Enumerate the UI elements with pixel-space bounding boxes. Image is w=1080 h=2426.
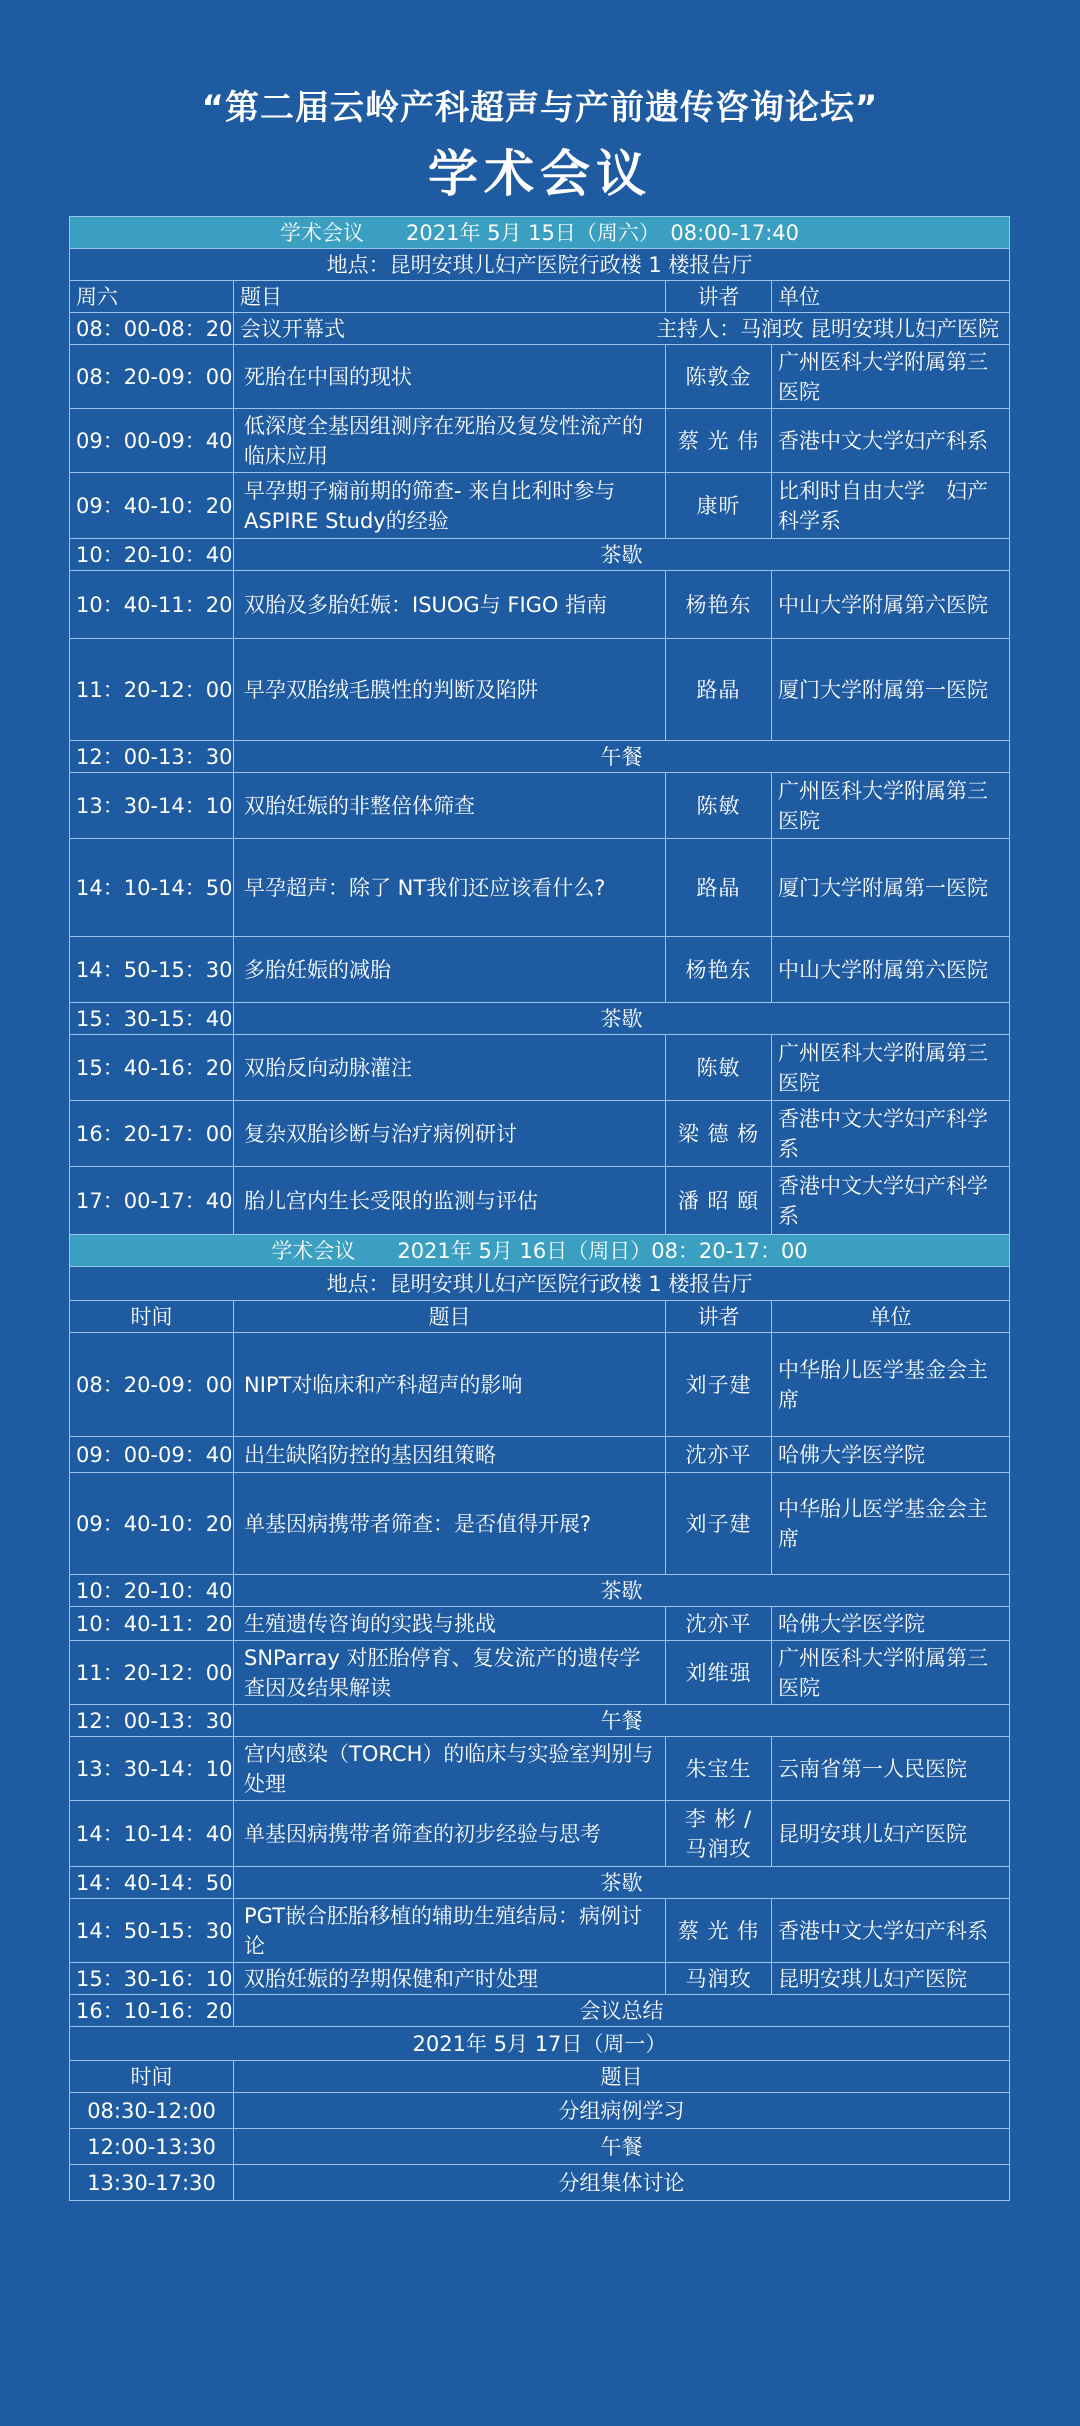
session-time: 14：50-15：30 <box>70 1899 234 1963</box>
session-unit: 中山大学附属第六医院 <box>772 571 1010 639</box>
day2-banner-row <box>70 1235 1010 1267</box>
session-unit: 中山大学附属第六医院 <box>772 937 1010 1003</box>
break-label: 茶歇 <box>234 1575 1010 1607</box>
session-topic: 双胎妊娠的非整倍体筛查 <box>234 773 666 839</box>
session-speaker: 沈亦平 <box>666 1437 772 1473</box>
col-unit: 单位 <box>772 1301 1010 1333</box>
session-row <box>70 1167 1010 1235</box>
break-time: 10：20-10：40 <box>70 1575 234 1607</box>
session-unit: 昆明安琪儿妇产医院 <box>772 1801 1010 1867</box>
session-topic: 早孕超声：除了 NT我们还应该看什么? <box>234 839 666 937</box>
col-topic: 题目 <box>234 281 666 313</box>
col-day: 周六 <box>70 281 234 313</box>
break-row <box>70 1705 1010 1737</box>
opening-row <box>70 313 1010 345</box>
session-time: 08:30-12:00 <box>70 2093 234 2129</box>
day3-row <box>70 2129 1010 2165</box>
session-row <box>70 1035 1010 1101</box>
session-row <box>70 1801 1010 1867</box>
session-speaker: 杨艳东 <box>666 571 772 639</box>
session-time: 13：30-14：10 <box>70 773 234 839</box>
session-topic: 复杂双胎诊断与治疗病例研讨 <box>234 1101 666 1167</box>
session-time: 09：40-10：20 <box>70 473 234 539</box>
day2-header-row <box>70 1301 1010 1333</box>
break-label: 茶歇 <box>234 1003 1010 1035</box>
col-time: 时间 <box>70 1301 234 1333</box>
break-time: 16：10-16：20 <box>70 1995 234 2027</box>
session-row <box>70 1963 1010 1995</box>
session-topic: 午餐 <box>234 2129 1010 2165</box>
session-time: 11：20-12：00 <box>70 1641 234 1705</box>
col-topic: 题目 <box>234 2061 1010 2093</box>
session-unit: 厦门大学附属第一医院 <box>772 639 1010 741</box>
opening-topic: 会议开幕式 <box>240 316 345 341</box>
day3-row <box>70 2165 1010 2201</box>
session-row <box>70 1899 1010 1963</box>
session-speaker: 沈亦平 <box>666 1607 772 1641</box>
day1-location-row <box>70 249 1010 281</box>
day1-banner-row <box>70 217 1010 249</box>
session-speaker: 马润玫 <box>666 1963 772 1995</box>
session-time: 14：10-14：40 <box>70 1801 234 1867</box>
session-unit: 中华胎儿医学基金会主席 <box>772 1333 1010 1437</box>
session-unit: 哈佛大学医学院 <box>772 1607 1010 1641</box>
break-row <box>70 741 1010 773</box>
break-label: 茶歇 <box>234 539 1010 571</box>
session-unit: 哈佛大学医学院 <box>772 1437 1010 1473</box>
session-speaker: 康昕 <box>666 473 772 539</box>
session-speaker: 刘维强 <box>666 1641 772 1705</box>
session-time: 16：20-17：00 <box>70 1101 234 1167</box>
session-topic: 胎儿宫内生长受限的监测与评估 <box>234 1167 666 1235</box>
day2-location-row <box>70 1267 1010 1301</box>
session-speaker: 路晶 <box>666 839 772 937</box>
opening-wrap <box>240 314 1003 344</box>
day3-banner: 2021年 5月 17日（周一） <box>70 2027 1010 2061</box>
session-topic: 早孕期子痫前期的筛查- 来自比利时参与ASPIRE Study的经验 <box>234 473 666 539</box>
day2-location: 地点：昆明安琪儿妇产医院行政楼 1 楼报告厅 <box>70 1267 1010 1301</box>
session-time: 15：30-16：10 <box>70 1963 234 1995</box>
break-label: 午餐 <box>234 1705 1010 1737</box>
session-topic: 生殖遗传咨询的实践与挑战 <box>234 1607 666 1641</box>
session-time: 14：50-15：30 <box>70 937 234 1003</box>
col-speaker: 讲者 <box>666 281 772 313</box>
session-unit: 比利时自由大学 妇产科学系 <box>772 473 1010 539</box>
session-unit: 香港中文大学妇产科系 <box>772 1899 1010 1963</box>
session-row <box>70 1641 1010 1705</box>
session-row <box>70 1437 1010 1473</box>
session-row <box>70 1101 1010 1167</box>
session-time: 08：20-09：00 <box>70 345 234 409</box>
session-row <box>70 839 1010 937</box>
break-row <box>70 539 1010 571</box>
break-label: 会议总结 <box>234 1995 1010 2027</box>
session-unit: 云南省第一人民医院 <box>772 1737 1010 1801</box>
session-time: 08：20-09：00 <box>70 1333 234 1437</box>
break-time: 12：00-13：30 <box>70 1705 234 1737</box>
opening-cell <box>234 313 1010 345</box>
session-speaker: 刘子建 <box>666 1333 772 1437</box>
session-unit: 广州医科大学附属第三医院 <box>772 1035 1010 1101</box>
session-time: 09：00-09：40 <box>70 409 234 473</box>
break-label: 午餐 <box>234 741 1010 773</box>
day1-location: 地点：昆明安琪儿妇产医院行政楼 1 楼报告厅 <box>70 249 1010 281</box>
session-time: 10：40-11：20 <box>70 571 234 639</box>
break-label: 茶歇 <box>234 1867 1010 1899</box>
session-speaker: 李 彬 / 马润玫 <box>666 1801 772 1867</box>
break-row <box>70 1575 1010 1607</box>
session-time: 12:00-13:30 <box>70 2129 234 2165</box>
session-topic: 多胎妊娠的减胎 <box>234 937 666 1003</box>
session-topic: 早孕双胎绒毛膜性的判断及陷阱 <box>234 639 666 741</box>
session-time: 13：30-14：10 <box>70 1737 234 1801</box>
session-speaker: 陈敦金 <box>666 345 772 409</box>
session-speaker: 陈敏 <box>666 1035 772 1101</box>
session-row <box>70 473 1010 539</box>
session-speaker: 杨艳东 <box>666 937 772 1003</box>
session-speaker: 潘 昭 頤 <box>666 1167 772 1235</box>
break-time: 14：40-14：50 <box>70 1867 234 1899</box>
col-time: 时间 <box>70 2061 234 2093</box>
session-topic: 双胎及多胎妊娠：ISUOG与 FIGO 指南 <box>234 571 666 639</box>
session-unit: 广州医科大学附属第三医院 <box>772 1641 1010 1705</box>
session-topic: 单基因病携带者筛查的初步经验与思考 <box>234 1801 666 1867</box>
session-time: 09：00-09：40 <box>70 1437 234 1473</box>
session-row <box>70 937 1010 1003</box>
break-time: 12：00-13：30 <box>70 741 234 773</box>
session-row <box>70 639 1010 741</box>
break-time: 15：30-15：40 <box>70 1003 234 1035</box>
session-topic: 出生缺陷防控的基因组策略 <box>234 1437 666 1473</box>
break-row <box>70 1867 1010 1899</box>
session-unit: 广州医科大学附属第三医院 <box>772 345 1010 409</box>
session-unit: 香港中文大学妇产科学系 <box>772 1101 1010 1167</box>
page-title-line1: “第二届云岭产科超声与产前遗传咨询论坛” <box>201 88 879 128</box>
session-time: 14：10-14：50 <box>70 839 234 937</box>
col-unit: 单位 <box>772 281 1010 313</box>
session-topic: 宫内感染（TORCH）的临床与实验室判别与处理 <box>234 1737 666 1801</box>
session-time: 10：40-11：20 <box>70 1607 234 1641</box>
session-row <box>70 1473 1010 1575</box>
day3-row <box>70 2093 1010 2129</box>
session-unit: 香港中文大学妇产科系 <box>772 409 1010 473</box>
page-title-line2: 学术会议 <box>428 145 652 203</box>
session-unit: 昆明安琪儿妇产医院 <box>772 1963 1010 1995</box>
session-topic: 分组病例学习 <box>234 2093 1010 2129</box>
day1-header-row <box>70 281 1010 313</box>
session-unit: 广州医科大学附属第三医院 <box>772 773 1010 839</box>
opening-host: 主持人：马润玫 昆明安琪儿妇产医院 <box>656 316 999 341</box>
session-topic: 低深度全基因组测序在死胎及复发性流产的临床应用 <box>234 409 666 473</box>
col-topic: 题目 <box>234 1301 666 1333</box>
session-topic: 单基因病携带者筛查：是否值得开展? <box>234 1473 666 1575</box>
session-row <box>70 345 1010 409</box>
session-topic: 分组集体讨论 <box>234 2165 1010 2201</box>
session-time: 17：00-17：40 <box>70 1167 234 1235</box>
session-topic: PGT嵌合胚胎移植的辅助生殖结局：病例讨论 <box>234 1899 666 1963</box>
session-speaker: 朱宝生 <box>666 1737 772 1801</box>
session-row <box>70 1737 1010 1801</box>
session-row <box>70 1607 1010 1641</box>
session-time: 09：40-10：20 <box>70 1473 234 1575</box>
session-speaker: 路晶 <box>666 639 772 741</box>
session-topic: NIPT对临床和产科超声的影响 <box>234 1333 666 1437</box>
col-speaker: 讲者 <box>666 1301 772 1333</box>
session-speaker: 蔡 光 伟 <box>666 409 772 473</box>
session-time: 11：20-12：00 <box>70 639 234 741</box>
day1-banner: 学术会议 2021年 5月 15日（周六） 08:00-17:40 <box>70 217 1010 249</box>
session-time: 13:30-17:30 <box>70 2165 234 2201</box>
break-row <box>70 1995 1010 2027</box>
session-topic: 双胎反向动脉灌注 <box>234 1035 666 1101</box>
break-row <box>70 1003 1010 1035</box>
session-row <box>70 409 1010 473</box>
session-topic: 死胎在中国的现状 <box>234 345 666 409</box>
session-speaker: 蔡 光 伟 <box>666 1899 772 1963</box>
day2-banner: 学术会议 2021年 5月 16日（周日）08：20-17：00 <box>70 1235 1010 1267</box>
session-row <box>70 773 1010 839</box>
session-speaker: 刘子建 <box>666 1473 772 1575</box>
session-speaker: 陈敏 <box>666 773 772 839</box>
session-unit: 厦门大学附属第一医院 <box>772 839 1010 937</box>
schedule-table <box>69 216 1010 2201</box>
session-time: 15：40-16：20 <box>70 1035 234 1101</box>
session-topic: SNParray 对胚胎停育、复发流产的遗传学查因及结果解读 <box>234 1641 666 1705</box>
session-unit: 香港中文大学妇产科学系 <box>772 1167 1010 1235</box>
schedule-body <box>70 217 1010 2201</box>
session-topic: 双胎妊娠的孕期保健和产时处理 <box>234 1963 666 1995</box>
session-unit: 中华胎儿医学基金会主席 <box>772 1473 1010 1575</box>
day3-banner-row <box>70 2027 1010 2061</box>
opening-time: 08：00-08：20 <box>70 313 234 345</box>
day3-header-row <box>70 2061 1010 2093</box>
break-time: 10：20-10：40 <box>70 539 234 571</box>
session-row <box>70 571 1010 639</box>
session-speaker: 梁 德 杨 <box>666 1101 772 1167</box>
session-row <box>70 1333 1010 1437</box>
